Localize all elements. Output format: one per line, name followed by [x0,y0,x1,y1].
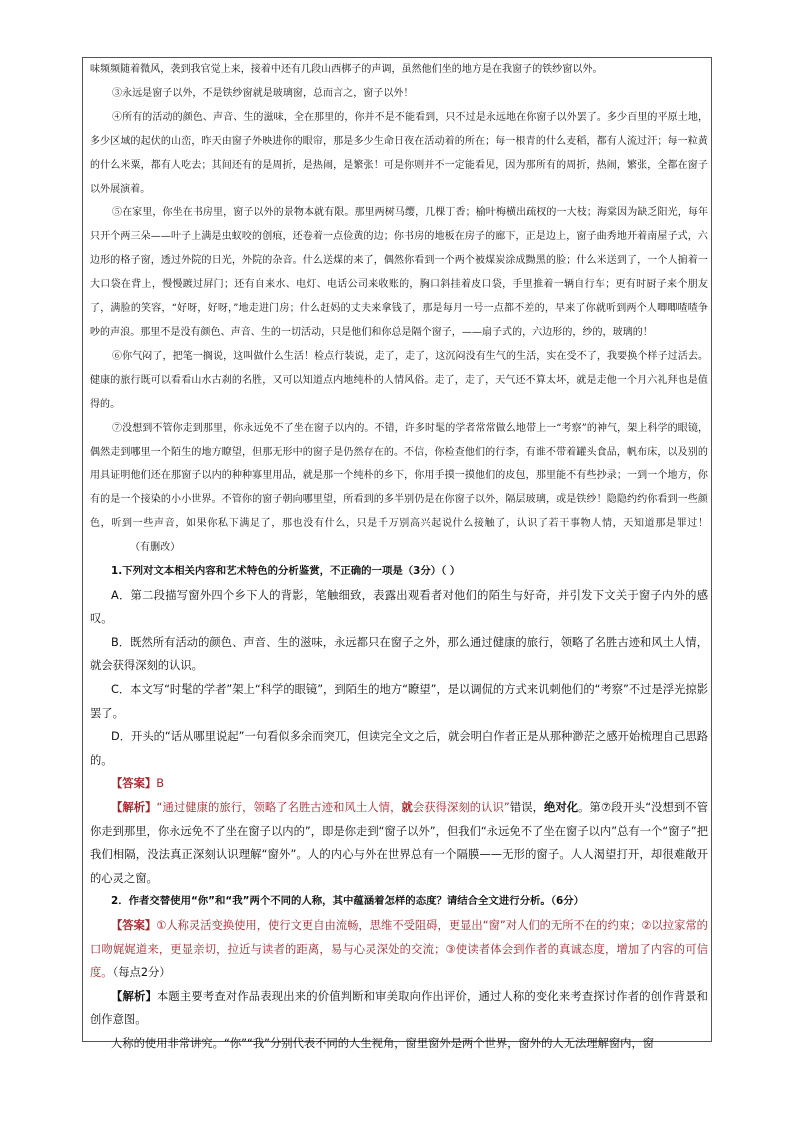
question-1-option-d: D．开头的“话从哪里说起”一句看似多余而突兀，但读完全文之后，就会明白作者正是从那种渺茫之感开始梳理自己思路的。 [90,730,708,767]
question-1-analysis [90,796,708,890]
analysis-bold-reason: 绝对化 [543,800,579,814]
answer-label: 【答案】 [111,918,157,932]
answer-value: B [156,777,164,791]
analysis-explanation: 。第⑦段开头“没想到不管你走到那里，你永远免不了坐在窗子以内的”，即是你走到“窗子以外”，但我们“永远免不了坐在窗子以内”总有一个“窗子”把我们相隔，没法真正深刻认识理解“窗外”。人的内心与外在世界总有一个隔膜——无形的窗子。人人渴望打开，却很难敞开的心灵之窗。 [90,800,708,885]
passage-paragraph-7 [90,417,708,560]
question-2-last-line: 人称的使用非常讲究。“你”“我”分别代表不同的人生视角，窗里窗外是两个世界，窗外的人无法理解窗内，窗 [111,1036,655,1050]
analysis-verdict: 错误， [509,800,544,814]
analysis-label: 【解析】 [111,800,157,814]
question-2-answer [90,914,708,985]
question-2-stem: 2．作者交替使用“你”和“我”两个不同的人称，其中蕴涵着怎样的态度？请结合全文进行分析。（6分） [111,895,584,908]
question-1-option-b: B．既然所有活动的颜色、声音、生的滋味，永远都只在窗子之外，那么通过健康的旅行，领略了名胜古迹和风土人情，就会获得深刻的认识。 [90,635,708,673]
analysis-label: 【解析】 [111,989,157,1003]
question-1-option-a: A．第二段描写窗外四个乡下人的背影，笔触细致，表露出观看者对他们的陌生与好奇，并引发下文关于窗子内外的感叹。 [90,588,708,626]
question-2-analysis [90,985,708,1032]
passage-paragraph-0: 味频频随着微风，袭到我官觉上来，接着中还有几段山西梆子的声调，虽然他们坐的地方是在我窗子的铁纱窗以外。 [90,64,603,75]
analysis-quote-part2: 会获得深刻的认识” [412,800,510,814]
passage-source: （有删改） [130,542,181,554]
question-1-option-c: C．本文写“时髦的学者”架上“科学的眼镜”，到陌生的地方“瞭望”，是以调侃的方式来讥刺他们的“考察”不过是浮光掠影罢了。 [90,683,708,720]
analysis-text: 本题主要考查对作品表现出来的价值判断和审美取向作出评价，通过人称的变化来考查探讨作者的创作背景和创作意图。 [90,989,708,1027]
answer-point-2: ②以拉家常的口吻娓娓道来，更显亲切，拉近与读者的距离，易与心灵深处的交流； [90,918,708,956]
passage-paragraph-4: ④所有的活动的颜色、声音、生的滋味，全在那里的，你并不是不能看到，只不过是永远地在你窗子以外罢了。多少百里的平原土地，多少区域的起伏的山峦，昨天由窗子外映进你的眼帘，那是多少生命日夜在活动着的所在；每一根青的什么麦稻，都有人流过汗；每一粒黄的什么米粟，都有人吃去；其间还有的是周折，是热闹，是繁张！可是你则并不一定能看见，因为那所有的周折，热闹，繁张，全都在窗子以外展演着。 [90,111,708,195]
document-body [90,58,708,1056]
passage-paragraph-3: ③永远是窗子以外，不是铁纱窗就是玻璃窗，总而言之，窗子以外！ [112,87,414,99]
passage-paragraph-6: ⑥你气闷了，把笔一搁说，这叫做什么生活！检点行装说，走了，走了，这沉闷没有生气的生活，实在受不了，我要换个样子过活去。健康的旅行既可以看看山水古刹的名胜，又可以知道点内地纯朴的人情风俗。走了，走了，天气还不算太坏，就是走他一个月六礼拜也是值得的。 [90,350,708,410]
answer-label: 【答案】 [111,777,157,791]
question-1-answer [90,772,708,796]
analysis-quote-part1: “通过健康的旅行，领略了名胜古迹和风土人情， [156,800,402,814]
analysis-bold-word: 就 [401,800,413,814]
answer-point-3: ③使读者体会到作者的真诚态度，增加了内容的可信度。 [90,942,708,980]
passage-paragraph-5: ⑤在家里，你坐在书房里，窗子以外的景物本就有限。那里两树马缨，几棵丁香；榆叶梅横出疏杈的一大枝；海棠因为缺乏阳光，每年只开个两三朵——叶子上满是虫蚁咬的创痕，还卷着一点俭黄的边；你书房的地板在房子的廊下，正是边上，窗子曲秀地开着南屋子式，六边形的格子窗，透过外院的日光，外院的杂音。什么送煤的来了，偶然你看到一个两个被煤炭涂成黝黑的脸；什么米送到了，一个人掮着一大口袋在背上，慢慢踱过屏门；还有自来水、电灯、电话公司来收账的，胸口斜挂着皮口袋，手里推着一辆自行车；更有时厨子来个朋友了，满脸的笑容，“好呀，好呀，”地走进门房；什么赶妈的丈夫来拿钱了，那是每月一号一点都不差的，早来了你就听到两个人唧唧喳喳争吵的声浪。那里不是没有颜色、声音、生的一切活动，只是他们和你总是隔个窗子，——扇子式的，六边形的，纱的，玻璃的！ [90,207,708,338]
answer-point-1: ①人称灵活变换使用，使行文更自由流畅，思维不受阻碍，更显出“窗”对人们的无所不在的约束； [156,918,642,932]
question-1-stem: 1.下列对文本相关内容和艺术特色的分析鉴赏，不正确的一项是（3分）（ ） [111,565,461,578]
passage-paragraph-7-text: ⑦没想到不管你走到那里，你永远免不了坐在窗子以内的。不错，许多时髦的学者常常做么地带上一“考察”的神气，架上科学的眼镜，偶然走到哪里一个陌生的地方瞭望，但那无形中的窗子是仍然存在的。不信，你检查他们的行李，有谁不带着罐头食品，帆布床，以及别的用具证明他们还在那窗子以内的种种寡里用品，就是那一个纯朴的乡下，你用手摸一摸他们的皮包，那里能不有些抄录；一到一个地方，你有的是一个接染的小小世界。不管你的窗子朝向哪里望，所看到的多半别仍是在你窗子以外，隔层玻璃，或是铁纱！隐隐约约你看到一些颜色，听到一些声音，如果你私下满足了，那也没有什么，只是千万别高兴起说什么接触了，认识了若干事物人情，天知道那是罪过！ [90,422,708,530]
answer-score: （每点2分） [112,966,171,980]
